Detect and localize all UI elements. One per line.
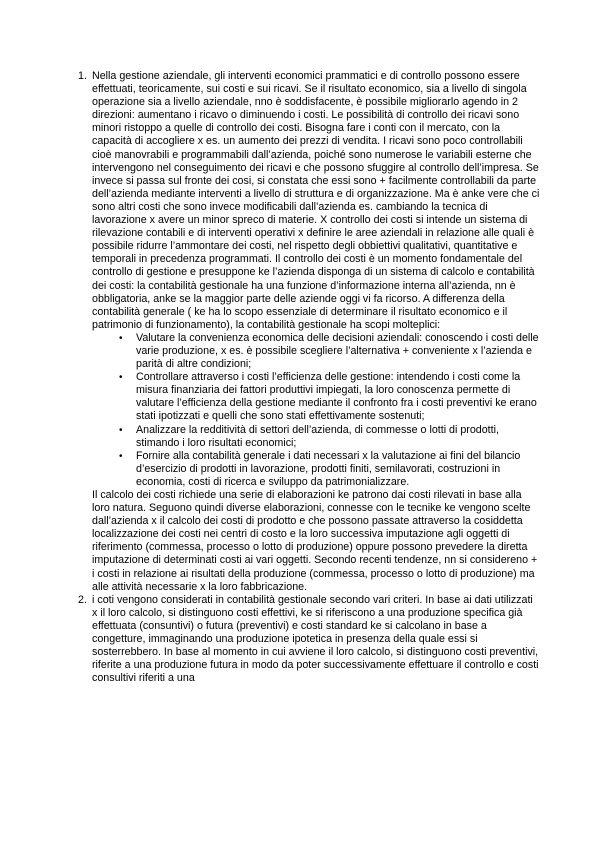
bullet-item bbox=[119, 449, 540, 489]
item-number: 2. bbox=[78, 593, 87, 606]
bullet-icon: • bbox=[119, 450, 123, 462]
bullet-text: Controllare attraverso i costi l’efficienza delle gestione: intendendo i costi come la misura finanziaria dei fattori produttivi impiegati, la loro conoscenza permette di valutare l’efficienza della gestione mediante il confronto fra i costi preventivi ke erano stati ipotizzati e quelli che sono stati effettivamente sostenuti; bbox=[136, 371, 537, 423]
bullet-icon: • bbox=[119, 332, 123, 344]
paragraph: i coti vengono considerati in contabilità gestionale secondo vari criteri. In base ai dati utilizzati x il loro calcolo, si distinguono costi effettivi, ke si riferiscono a una produzione specifica già effettuata (consuntivi) o futura (preventivi) e costi standard ke si calcolano in base a congetture, immaginando una produzione ipotetica in presenza della quale essi si sosterrebbero. In base al momento in cui avviene il loro calcolo, si distinguono costi preventivi, riferite a una produzione futura in modo da poter successivamente effettuare il controllo e costi consultivi riferiti a una bbox=[92, 593, 539, 685]
bullet-item bbox=[119, 423, 540, 450]
bullet-list bbox=[92, 332, 540, 489]
list-item-2 bbox=[78, 594, 540, 686]
paragraph: Il calcolo dei costi richiede una serie di elaborazioni ke patrono dai costi rilevati in base alla loro natura. Seguono quindi diverse elaborazioni, connesse con le tecnike ke vengono scelte dall’azienda x il calcolo dei costi di prodotto e che possono passate attraverso la cosiddetta localizzazione dei costi nei centri di costo e la loro successiva imputazione agli oggetti di riferimento (commessa, processo o lotto di produzione) oppure possono prevedere la diretta imputazione di determinati costi ai vari oggetti. Secondo recenti tendenze, nn si considereno + i costi in relazione ai risultati della produzione (commessa, processo o lotto di produzione) ma alle attività necessarie x la loro fabbricazione. bbox=[92, 489, 538, 593]
paragraph: Nella gestione aziendale, gli interventi economici prammatici e di controllo possono essere effettuati, teoricamente, sui costi e sui ricavi. Se il risultato economico, sia a livello di singola operazione sia a livello aziendale, nno è soddisfacente, è possibile migliorarlo agendo in 2 direzioni: aumentano i ricavo o diminuendo i costi. Le possibilità di controllo dei ricavi sono minori ristoppo a quelle di controllo dei costi. Bisogna fare i conti con il mercato, con la capacità di accogliere x es. un aumento dei prezzi di vendita. I ricavi sono poco controllabili cioè manovrabili e programmabili dall’azienda, poiché sono numerose le variabili esterne che intervengono nel conseguimento dei ricavi e che possono sfuggire al controllo dell’impresa. Se invece si passa sul fronte dei cosi, si constata che essi sono + facilmente controllabili da parte dell’azienda mediante interventi a livello di struttura e di organizzazione. Ma è anke vere che ci sono altri costi che sono invece modificabili dall’azienda es. cambiando la tecnica di lavorazione x avere un minor spreco di materie. X controllo dei costi si intende un sistema di rilevazione contabili e di interventi operativi x definire le aree aziendali in relazione alle quali è possibile ridurre l’ammontare dei costi, nel rispetto degli obbiettivi qualitativi, quantitative e temporali in precedenza programmati. Il controllo dei costi è un momento fondamentale del controllo di gestione e presuppone ke l’azienda disponga di un sistema di calcolo e contabilità dei costi: la contabilità gestionale ha una funzione d’informazione interna all’azienda, nn è obbligatoria, anke se la maggior parte delle aziende oggi vi fa ricorso. A differenza della contabilità generale ( ke ha lo scopo essenziale di determinare il risultato economico e il patrimonio di funzionamento), la contabilità gestionale ha scopi molteplici: bbox=[92, 70, 540, 331]
bullet-text: Valutare la convenienza economica delle decisioni aziendali: conoscendo i costi delle varie produzione, x es. è possibile scegliere l’alternativa + conveniente x l’azienda e parità di altre condizioni; bbox=[136, 331, 539, 371]
bullet-item bbox=[119, 331, 540, 371]
bullet-text: Fornire alla contabilità generale i dati necessari x la valutazione ai fini del bilancio d’esercizio di prodotti in lavorazione, prodotti finiti, semilavorati, costruzioni in economia, costi di ricerca e sviluppo da patrimonializzare. bbox=[136, 449, 521, 488]
list-item-1 bbox=[78, 70, 540, 594]
bullet-item bbox=[119, 371, 540, 423]
item-number: 1. bbox=[78, 70, 87, 82]
bullet-icon: • bbox=[119, 424, 123, 436]
document-page bbox=[78, 70, 540, 685]
bullet-icon: • bbox=[119, 372, 123, 384]
bullet-text: Analizzare la redditività di settori dell’azienda, di commesse o lotti di prodotti, stimando i loro risultati economici; bbox=[136, 423, 499, 449]
